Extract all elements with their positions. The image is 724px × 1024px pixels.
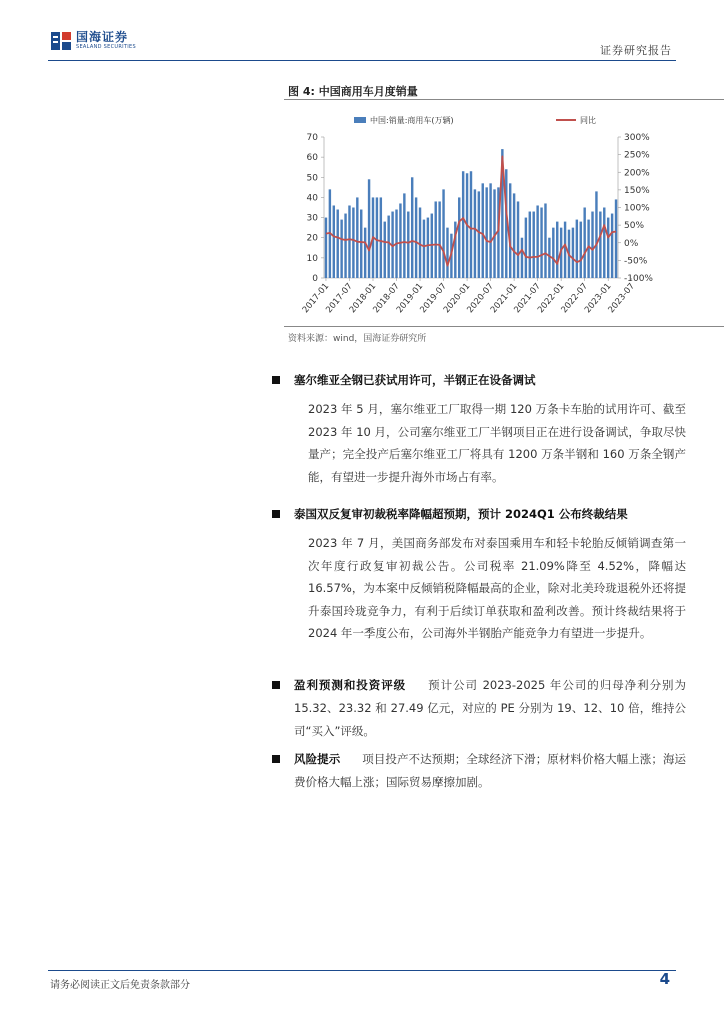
- x-tick-label: 2019-07: [418, 281, 449, 316]
- sales-bar: [615, 199, 617, 278]
- page-number: 4: [659, 970, 670, 988]
- sales-bar: [583, 208, 585, 279]
- document-type: 证券研究报告: [600, 44, 672, 57]
- sales-bar: [325, 218, 327, 278]
- sales-bar: [344, 214, 346, 278]
- risk-label: 风险提示: [294, 752, 341, 766]
- sales-bar: [356, 197, 358, 278]
- section-body: 2023 年 7 月，美国商务部发布对泰国乘用车和轻卡轮胎反倾销调查第一次年度行政复审初裁公告。公司税率 21.09%降至 4.52%，降幅达 16.57%，为本案中反倾销税降幅最高的企业，除对北美玲珑退税外还将提升泰国玲珑竞争力，有利于后续订单获取和盈利改善。预计终裁结果将于 2024 年一季度公布，公司海外半钢胎产能竞争力有望进一步提升。: [308, 536, 686, 640]
- section-body: 2023 年 5 月，塞尔维亚工厂取得一期 120 万条卡车胎的试用许可、截至 2023 年 10 月，公司塞尔维亚工厂半钢项目正在进行设备调试，争取尽快量产；完全投产后塞尔维亚工厂将具有 1200 万条半钢和 160 万条全钢产能，有望进一步提升海外市场占有率。: [308, 402, 686, 484]
- left-tick-label: 40: [306, 193, 318, 204]
- sales-bar: [340, 220, 342, 278]
- logo-en: SEALAND SECURITIES: [76, 44, 136, 50]
- sales-bar: [348, 205, 350, 278]
- sales-bar: [482, 183, 484, 278]
- sales-bar: [572, 228, 574, 278]
- sales-bar: [552, 228, 554, 278]
- right-tick-label: 250%: [624, 150, 650, 161]
- sales-bar: [517, 201, 519, 278]
- sales-bar: [485, 187, 487, 278]
- logo-cn: 国海证券: [76, 30, 129, 44]
- sales-bar: [462, 171, 464, 278]
- forecast-label: 盈利预测和投资评级: [294, 678, 407, 692]
- sales-bar: [533, 212, 535, 278]
- sales-bar: [474, 189, 476, 278]
- sales-bar: [529, 212, 531, 278]
- sales-bar: [407, 212, 409, 278]
- sales-bar: [364, 228, 366, 278]
- x-tick-label: 2017-07: [324, 281, 355, 316]
- sales-bar: [544, 203, 546, 278]
- x-tick-label: 2017-01: [300, 281, 332, 316]
- section-forecast: [284, 674, 686, 743]
- legend-label-line: 同比: [580, 116, 596, 125]
- right-tick-label: 50%: [624, 221, 645, 232]
- x-tick-label: 2021-01: [488, 281, 520, 316]
- section-heading: 泰国双反复审初裁税率降幅超预期，预计 2024Q1 公布终裁结果: [294, 507, 628, 521]
- x-tick-label: 2020-07: [465, 281, 496, 316]
- disclaimer-note: 请务必阅读正文后免责条款部分: [50, 980, 190, 991]
- sales-bar: [415, 197, 417, 278]
- figure-bottom-rule: [284, 326, 724, 327]
- sales-bar: [536, 205, 538, 278]
- sales-bar: [360, 210, 362, 278]
- section-thailand: [284, 506, 686, 645]
- legend-swatch-bar: [354, 117, 366, 123]
- left-tick-label: 10: [306, 253, 318, 264]
- left-tick-label: 60: [306, 153, 318, 164]
- sales-bar: [556, 222, 558, 278]
- bullet-square-icon: [272, 376, 280, 384]
- sales-bar: [595, 191, 597, 278]
- x-tick-label: 2018-07: [371, 281, 402, 316]
- sales-bar: [399, 203, 401, 278]
- sales-bar: [548, 238, 550, 278]
- section-serbia: [284, 372, 686, 488]
- section-risk: [284, 748, 686, 794]
- bullet-square-icon: [272, 681, 280, 689]
- sales-bar: [580, 222, 582, 278]
- x-tick-label: 2022-07: [559, 281, 590, 316]
- sales-bar: [333, 205, 335, 278]
- forecast-body: 预计公司 2023-2025 年公司的归母净利分别为 15.32、23.32 和 27.49 亿元，对应的 PE 分别为 19、12、10 倍，维持公司“买入”评级。: [294, 678, 686, 738]
- page-header: [0, 0, 724, 62]
- sales-bar: [337, 210, 339, 278]
- figure-title: 图 4: 中国商用车月度销量: [288, 85, 418, 98]
- sales-bar: [380, 197, 382, 278]
- x-tick-label: 2020-01: [441, 281, 473, 316]
- sales-bar: [525, 218, 527, 278]
- sales-bar: [521, 238, 523, 278]
- footer-divider: [48, 970, 676, 971]
- bullet-square-icon: [272, 755, 280, 763]
- company-logo: [50, 30, 136, 52]
- bullet-square-icon: [272, 510, 280, 518]
- sales-bar: [458, 197, 460, 278]
- sales-bar: [611, 214, 613, 278]
- sales-bar: [427, 218, 429, 278]
- x-tick-label: 2021-07: [512, 281, 543, 316]
- sales-bar: [599, 212, 601, 278]
- left-tick-label: 30: [306, 213, 318, 224]
- legend-label-bar: 中国:销量:商用车(万辆): [370, 116, 454, 125]
- left-tick-label: 50: [306, 173, 318, 184]
- right-tick-label: 0%: [624, 238, 639, 249]
- sales-bar: [403, 193, 405, 278]
- sales-bar: [603, 208, 605, 279]
- sales-bar: [411, 177, 413, 278]
- x-tick-label: 2023-07: [606, 281, 638, 316]
- sales-bar: [384, 222, 386, 278]
- sales-bar: [376, 197, 378, 278]
- left-tick-label: 20: [306, 233, 318, 244]
- sales-bar: [470, 171, 472, 278]
- x-tick-label: 2023-01: [583, 281, 614, 316]
- left-tick-label: 0: [312, 274, 318, 284]
- right-tick-label: -100%: [624, 274, 653, 284]
- sales-bar: [478, 191, 480, 278]
- sales-bar: [540, 208, 542, 279]
- sales-bar: [442, 189, 444, 278]
- chart-legend: [354, 115, 596, 125]
- right-tick-label: -50%: [624, 256, 648, 267]
- right-tick-label: 150%: [624, 185, 650, 196]
- sales-bar: [489, 183, 491, 278]
- x-tick-label: 2022-01: [535, 281, 567, 316]
- x-tick-label: 2018-01: [347, 281, 379, 316]
- right-tick-label: 100%: [624, 203, 650, 214]
- right-tick-label: 300%: [624, 133, 650, 143]
- sales-bar: [368, 179, 370, 278]
- right-tick-label: 200%: [624, 168, 650, 179]
- sales-bar: [438, 201, 440, 278]
- sales-bar: [446, 228, 448, 278]
- figure-source: 资料来源：wind，国海证券研究所: [288, 334, 427, 344]
- sales-bar: [423, 220, 425, 278]
- sales-bar: [419, 208, 421, 279]
- sales-bar: [387, 216, 389, 278]
- header-divider: [48, 60, 676, 61]
- sales-bar: [607, 218, 609, 278]
- sales-chart: [284, 100, 684, 325]
- sealand-logo-icon: [50, 30, 72, 52]
- x-tick-label: 2019-01: [394, 281, 426, 316]
- risk-body: 项目投产不达预期；全球经济下滑；原材料价格大幅上涨；海运费价格大幅上涨；国际贸易摩擦加剧。: [294, 752, 687, 789]
- sales-bar: [435, 201, 437, 278]
- sales-bar: [513, 193, 515, 278]
- left-tick-label: 70: [306, 133, 318, 143]
- sales-bar: [576, 220, 578, 278]
- sales-bar: [591, 212, 593, 278]
- sales-bar: [352, 208, 354, 279]
- section-heading: 塞尔维亚全钢已获试用许可，半钢正在设备调试: [294, 373, 536, 387]
- sales-bar: [564, 222, 566, 278]
